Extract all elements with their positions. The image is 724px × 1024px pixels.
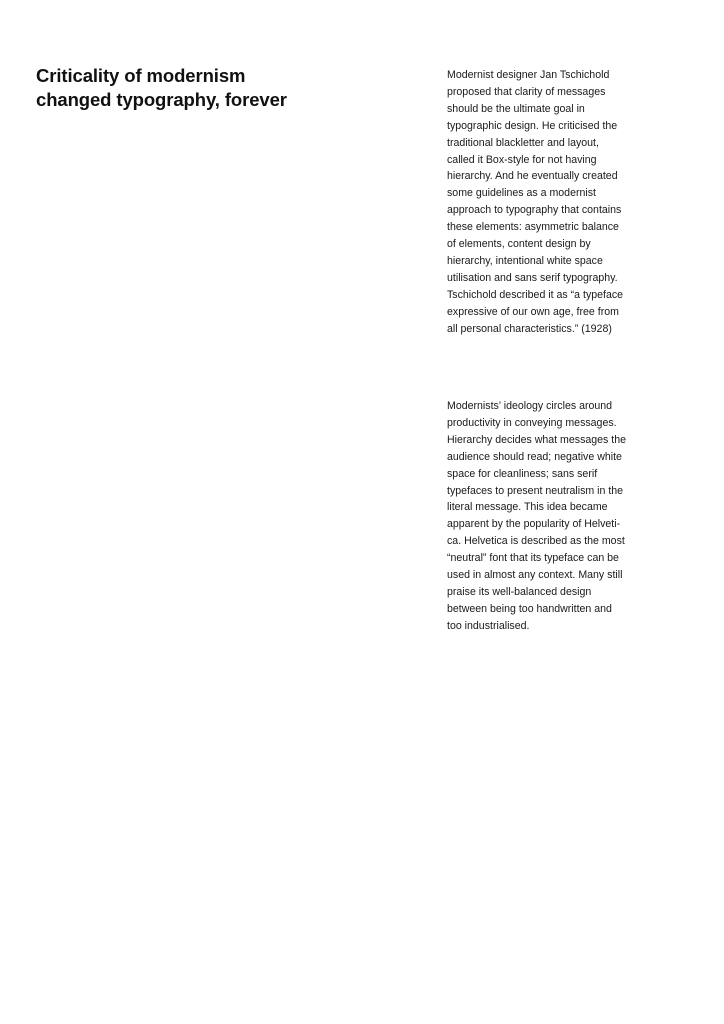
- text-line: typographic design. He criticised the: [447, 119, 618, 132]
- text-line: all personal characteristics.” (1928): [447, 322, 612, 335]
- text-line: hierarchy. And he eventually created: [447, 170, 618, 183]
- text-line: of elements, content design by: [447, 238, 591, 251]
- text-line: called it Box-style for not having: [447, 153, 597, 166]
- body-paragraph-modernists: [447, 398, 647, 635]
- text-line: utilisation and sans serif typography.: [447, 271, 618, 284]
- title-line: Criticality of modernism: [36, 65, 246, 86]
- title-line: changed typography, forever: [36, 89, 287, 110]
- text-line: expressive of our own age, free from: [447, 305, 619, 318]
- text-line: used in almost any context. Many still: [447, 569, 623, 582]
- text-line: apparent by the popularity of Helveti-: [447, 518, 621, 531]
- text-line: some guidelines as a modernist: [447, 187, 596, 200]
- text-line: too industrialised.: [447, 619, 530, 632]
- text-line: approach to typography that contains: [447, 204, 622, 217]
- text-line: hierarchy, intentional white space: [447, 254, 603, 267]
- text-line: traditional blackletter and layout,: [447, 136, 599, 149]
- text-line: space for cleanliness; sans serif: [447, 467, 598, 480]
- body-paragraph-tschichold: [447, 67, 647, 338]
- text-line: literal message. This idea became: [447, 501, 608, 514]
- page-title: [36, 64, 376, 112]
- text-line: “neutral” font that its typeface can be: [447, 552, 619, 565]
- text-line: proposed that clarity of messages: [447, 85, 606, 98]
- text-line: Modernist designer Jan Tschichold: [447, 69, 610, 81]
- text-line: between being too handwritten and: [447, 602, 612, 615]
- text-line: Modernists’ ideology circles around: [447, 400, 613, 412]
- text-line: Tschichold described it as “a typeface: [447, 288, 624, 301]
- text-line: these elements: asymmetric balance: [447, 221, 619, 234]
- text-line: praise its well-balanced design: [447, 585, 592, 598]
- text-line: should be the ultimate goal in: [447, 102, 585, 115]
- text-line: audience should read; negative white: [447, 450, 622, 463]
- text-line: productivity in conveying messages.: [447, 416, 617, 429]
- text-line: ca. Helvetica is described as the most: [447, 535, 625, 548]
- text-line: typefaces to present neutralism in the: [447, 484, 624, 497]
- text-line: Hierarchy decides what messages the: [447, 433, 627, 446]
